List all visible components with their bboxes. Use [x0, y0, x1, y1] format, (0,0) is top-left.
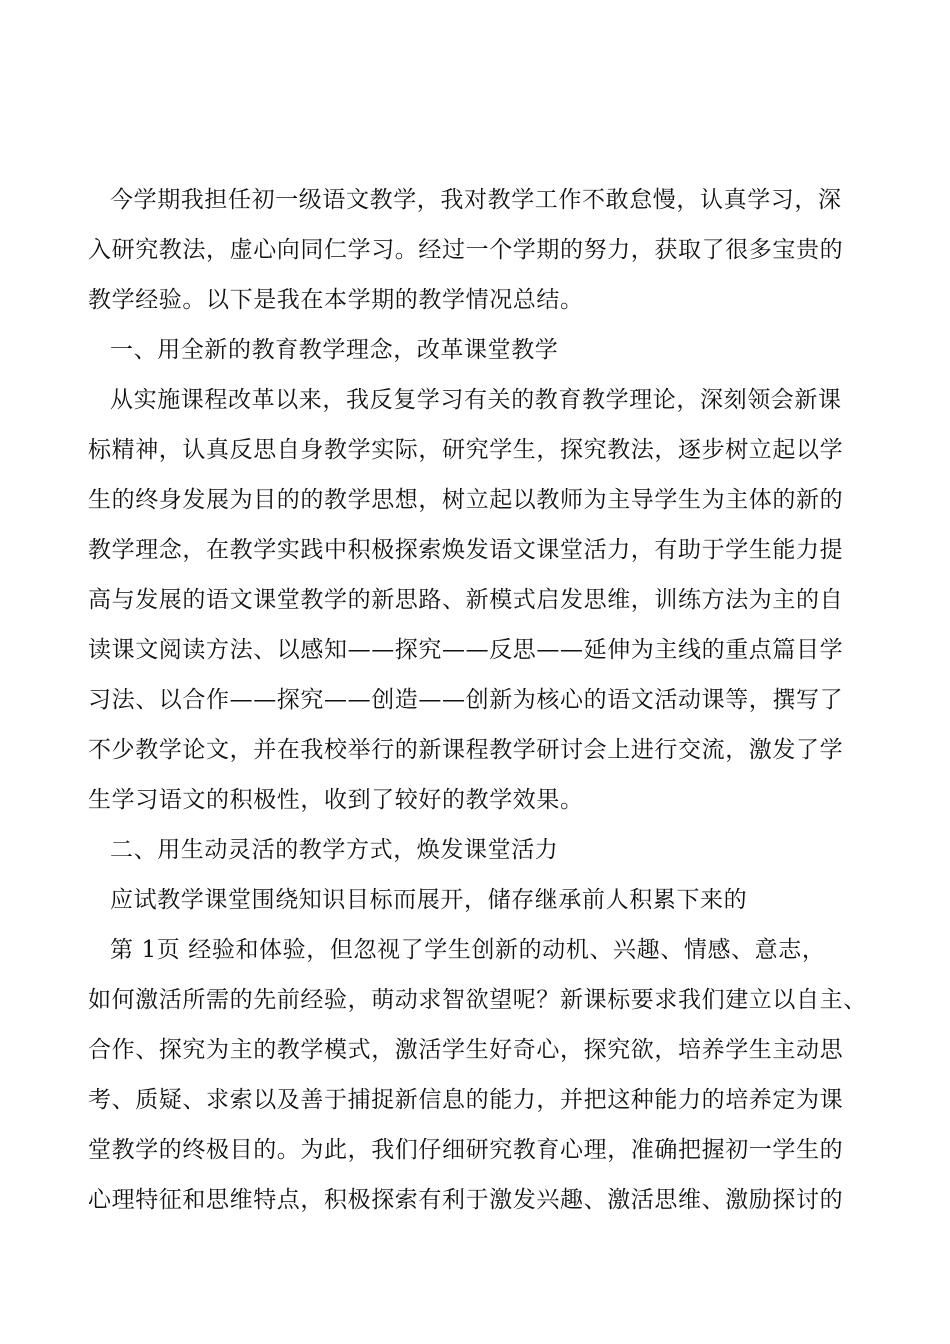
paragraph-line: 考、质疑、求索以及善于捕捉新信息的能力，并把这种能力的培养定为课: [88, 1087, 844, 1113]
paragraph-line: 从实施课程改革以来，我反复学习有关的教育教学理论，深刻领会新课: [110, 387, 842, 413]
paragraph-line: 读课文阅读方法、以感知——探究——反思——延伸为主线的重点篇目学: [88, 637, 844, 663]
section-heading: 一、用全新的教育教学理念，改革课堂教学: [110, 337, 559, 363]
paragraph-line: 教学经验。以下是我在本学期的教学情况总结。: [88, 287, 584, 313]
paragraph-line: 高与发展的语文课堂教学的新思路、新模式启发思维，训练方法为主的自: [88, 587, 844, 613]
paragraph-line: 习法、以合作——探究——创造——创新为核心的语文活动课等，撰写了: [88, 687, 844, 713]
page-number-line: 第 1页 经验和体验，但忽视了学生创新的动机、兴趣、情感、意志，: [110, 937, 826, 963]
paragraph-line: 教学理念，在教学实践中积极探索焕发语文课堂活力，有助于学生能力提: [88, 537, 844, 563]
paragraph-line: 今学期我担任初一级语文教学，我对教学工作不敢怠慢，认真学习，深: [110, 187, 842, 213]
section-heading: 二、用生动灵活的教学方式，焕发课堂活力: [110, 837, 559, 863]
paragraph-line: 标精神，认真反思自身教学实际，研究学生，探究教法，逐步树立起以学: [88, 437, 844, 463]
paragraph-line: 生的终身发展为目的的教学思想，树立起以教师为主导学生为主体的新的: [88, 487, 844, 513]
paragraph-line: 堂教学的终极目的。为此，我们仔细研究教育心理，准确把握初一学生的: [88, 1137, 844, 1163]
paragraph-line: 入研究教法，虚心向同仁学习。经过一个学期的努力，获取了很多宝贵的: [88, 237, 844, 263]
paragraph-line: 应试教学课堂围绕知识目标而展开，储存继承前人积累下来的: [110, 887, 748, 913]
paragraph-line: 如何激活所需的先前经验，萌动求智欲望呢？新课标要求我们建立以自主、: [88, 987, 867, 1013]
paragraph-line: 心理特征和思维特点，积极探索有利于激发兴趣、激活思维、激励探讨的: [88, 1187, 844, 1213]
paragraph-line: 生学习语文的积极性，收到了较好的教学效果。: [88, 787, 584, 813]
paragraph-line: 合作、探究为主的教学模式，激活学生好奇心，探究欲，培养学生主动思: [88, 1037, 844, 1063]
paragraph-line: 不少教学论文，并在我校举行的新课程教学研讨会上进行交流，激发了学: [88, 737, 844, 763]
